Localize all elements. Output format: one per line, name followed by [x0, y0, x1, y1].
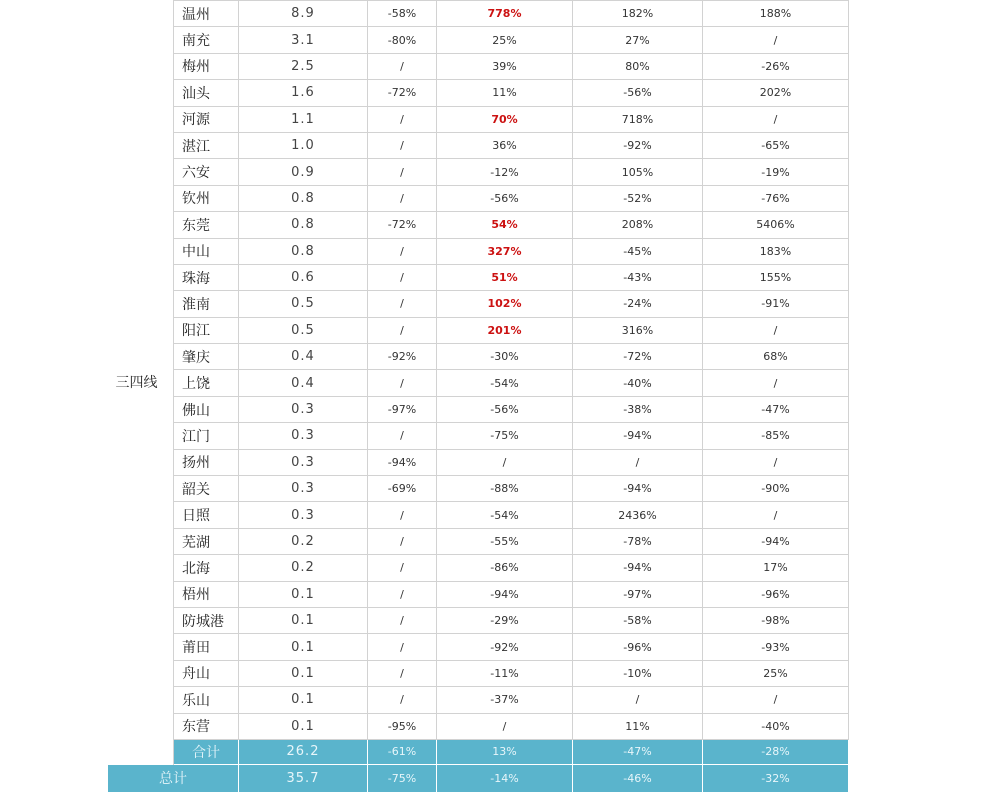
- value-cell: 3.1: [239, 27, 368, 53]
- change-cell-1: -58%: [368, 1, 437, 27]
- table-row: [108, 159, 849, 185]
- value-cell: 0.8: [239, 185, 368, 211]
- group-label: 三四线: [108, 1, 174, 765]
- change-cell-3: 182%: [573, 1, 703, 27]
- change-cell-3: 80%: [573, 53, 703, 79]
- change-cell-2: -30%: [437, 344, 573, 370]
- table-row: [108, 660, 849, 686]
- table-row: [108, 423, 849, 449]
- change-cell-1: /: [368, 185, 437, 211]
- change-cell-1: /: [368, 317, 437, 343]
- value-cell: 0.3: [239, 449, 368, 475]
- change-cell-3: /: [573, 687, 703, 713]
- change-cell-4: 17%: [703, 555, 849, 581]
- change-cell-1: /: [368, 238, 437, 264]
- city-name: 中山: [174, 238, 239, 264]
- value-cell: 0.2: [239, 555, 368, 581]
- city-name: 梅州: [174, 53, 239, 79]
- city-name: 北海: [174, 555, 239, 581]
- change-cell-4: /: [703, 27, 849, 53]
- change-cell-3: 105%: [573, 159, 703, 185]
- value-cell: 0.3: [239, 396, 368, 422]
- table-row: [108, 106, 849, 132]
- change-cell-2: -88%: [437, 476, 573, 502]
- city-name: 南充: [174, 27, 239, 53]
- change-cell-1: -97%: [368, 396, 437, 422]
- city-name: 莆田: [174, 634, 239, 660]
- change-cell-3: -52%: [573, 185, 703, 211]
- change-cell-4: -47%: [703, 396, 849, 422]
- value-cell: 0.1: [239, 634, 368, 660]
- change-cell-1: /: [368, 555, 437, 581]
- change-cell-1: -95%: [368, 713, 437, 739]
- change-cell-1: -69%: [368, 476, 437, 502]
- city-name: 防城港: [174, 607, 239, 633]
- city-name: 舟山: [174, 660, 239, 686]
- value-cell: 0.1: [239, 687, 368, 713]
- change-cell-2: 54%: [437, 212, 573, 238]
- subtotal-value: 26.2: [239, 739, 368, 764]
- change-cell-3: -45%: [573, 238, 703, 264]
- table-row: [108, 132, 849, 158]
- change-cell-1: /: [368, 660, 437, 686]
- change-cell-4: 183%: [703, 238, 849, 264]
- table-row: [108, 449, 849, 475]
- table-body: [108, 1, 849, 793]
- change-cell-3: -43%: [573, 264, 703, 290]
- table-row: [108, 581, 849, 607]
- city-name: 佛山: [174, 396, 239, 422]
- change-cell-3: -38%: [573, 396, 703, 422]
- table-row: [108, 53, 849, 79]
- change-cell-1: /: [368, 502, 437, 528]
- value-cell: 1.1: [239, 106, 368, 132]
- subtotal-label: 合计: [174, 739, 239, 764]
- change-cell-3: -94%: [573, 555, 703, 581]
- change-cell-2: 36%: [437, 132, 573, 158]
- change-cell-3: -92%: [573, 132, 703, 158]
- change-cell-1: -80%: [368, 27, 437, 53]
- change-cell-4: -85%: [703, 423, 849, 449]
- change-cell-1: /: [368, 687, 437, 713]
- subtotal-change-4: -28%: [703, 739, 849, 764]
- change-cell-1: -72%: [368, 212, 437, 238]
- change-cell-3: 208%: [573, 212, 703, 238]
- change-cell-4: -40%: [703, 713, 849, 739]
- change-cell-3: 11%: [573, 713, 703, 739]
- change-cell-4: 25%: [703, 660, 849, 686]
- change-cell-4: /: [703, 449, 849, 475]
- city-name: 珠海: [174, 264, 239, 290]
- change-cell-3: -40%: [573, 370, 703, 396]
- change-cell-4: /: [703, 317, 849, 343]
- city-name: 湛江: [174, 132, 239, 158]
- change-cell-4: 5406%: [703, 212, 849, 238]
- change-cell-1: /: [368, 291, 437, 317]
- change-cell-3: -94%: [573, 423, 703, 449]
- change-cell-4: /: [703, 106, 849, 132]
- city-name: 温州: [174, 1, 239, 27]
- city-name: 钦州: [174, 185, 239, 211]
- table-row: [108, 185, 849, 211]
- change-cell-4: -96%: [703, 581, 849, 607]
- value-cell: 0.8: [239, 238, 368, 264]
- change-cell-3: -94%: [573, 476, 703, 502]
- total-change-2: -14%: [437, 764, 573, 792]
- total-value: 35.7: [239, 764, 368, 792]
- change-cell-4: -26%: [703, 53, 849, 79]
- change-cell-2: -12%: [437, 159, 573, 185]
- value-cell: 0.5: [239, 291, 368, 317]
- change-cell-4: 188%: [703, 1, 849, 27]
- change-cell-4: -19%: [703, 159, 849, 185]
- change-cell-3: 718%: [573, 106, 703, 132]
- change-cell-4: /: [703, 687, 849, 713]
- change-cell-2: 327%: [437, 238, 573, 264]
- change-cell-2: /: [437, 713, 573, 739]
- change-cell-3: -78%: [573, 528, 703, 554]
- change-cell-2: -55%: [437, 528, 573, 554]
- change-cell-2: -92%: [437, 634, 573, 660]
- table-row: [108, 396, 849, 422]
- city-name: 东营: [174, 713, 239, 739]
- change-cell-1: /: [368, 581, 437, 607]
- value-cell: 1.0: [239, 132, 368, 158]
- change-cell-2: 102%: [437, 291, 573, 317]
- change-cell-1: /: [368, 370, 437, 396]
- value-cell: 2.5: [239, 53, 368, 79]
- city-statistics-table: [107, 0, 848, 803]
- subtotal-change-2: 13%: [437, 739, 573, 764]
- total-change-4: -32%: [703, 764, 849, 792]
- change-cell-4: 68%: [703, 344, 849, 370]
- total-change-3: -46%: [573, 764, 703, 792]
- table-row: [108, 607, 849, 633]
- value-cell: 0.1: [239, 607, 368, 633]
- change-cell-4: -93%: [703, 634, 849, 660]
- change-cell-3: -10%: [573, 660, 703, 686]
- table-row: [108, 528, 849, 554]
- change-cell-2: -56%: [437, 396, 573, 422]
- change-cell-3: -72%: [573, 344, 703, 370]
- table-row: [108, 634, 849, 660]
- city-name: 淮南: [174, 291, 239, 317]
- table-row: [108, 238, 849, 264]
- change-cell-3: -96%: [573, 634, 703, 660]
- value-cell: 0.3: [239, 502, 368, 528]
- change-cell-4: -91%: [703, 291, 849, 317]
- value-cell: 0.1: [239, 713, 368, 739]
- value-cell: 0.4: [239, 370, 368, 396]
- subtotal-change-3: -47%: [573, 739, 703, 764]
- change-cell-2: -94%: [437, 581, 573, 607]
- change-cell-4: 155%: [703, 264, 849, 290]
- change-cell-2: -54%: [437, 370, 573, 396]
- table-row: [108, 555, 849, 581]
- change-cell-2: 70%: [437, 106, 573, 132]
- total-change-1: -75%: [368, 764, 437, 792]
- change-cell-4: -98%: [703, 607, 849, 633]
- table-row: [108, 317, 849, 343]
- change-cell-1: /: [368, 53, 437, 79]
- table-row: [108, 80, 849, 106]
- value-cell: 0.3: [239, 423, 368, 449]
- change-cell-1: /: [368, 634, 437, 660]
- change-cell-2: -54%: [437, 502, 573, 528]
- city-name: 乐山: [174, 687, 239, 713]
- table-row: [108, 212, 849, 238]
- change-cell-4: -90%: [703, 476, 849, 502]
- change-cell-2: /: [437, 449, 573, 475]
- change-cell-2: -37%: [437, 687, 573, 713]
- change-cell-2: -56%: [437, 185, 573, 211]
- change-cell-2: -75%: [437, 423, 573, 449]
- change-cell-4: /: [703, 370, 849, 396]
- city-name: 芜湖: [174, 528, 239, 554]
- table-row: [108, 370, 849, 396]
- value-cell: 0.4: [239, 344, 368, 370]
- change-cell-1: /: [368, 159, 437, 185]
- value-cell: 0.1: [239, 660, 368, 686]
- change-cell-3: 27%: [573, 27, 703, 53]
- change-cell-1: /: [368, 423, 437, 449]
- change-cell-3: -56%: [573, 80, 703, 106]
- value-cell: 0.9: [239, 159, 368, 185]
- table-row: [108, 291, 849, 317]
- change-cell-2: 51%: [437, 264, 573, 290]
- change-cell-2: -11%: [437, 660, 573, 686]
- change-cell-2: 201%: [437, 317, 573, 343]
- change-cell-3: -58%: [573, 607, 703, 633]
- change-cell-4: 202%: [703, 80, 849, 106]
- table-row: [108, 713, 849, 739]
- city-name: 肇庆: [174, 344, 239, 370]
- value-cell: 0.6: [239, 264, 368, 290]
- change-cell-2: 11%: [437, 80, 573, 106]
- city-name: 韶关: [174, 476, 239, 502]
- city-name: 江门: [174, 423, 239, 449]
- change-cell-3: -24%: [573, 291, 703, 317]
- change-cell-1: /: [368, 528, 437, 554]
- table-row: [108, 687, 849, 713]
- change-cell-1: /: [368, 607, 437, 633]
- change-cell-3: -97%: [573, 581, 703, 607]
- change-cell-2: 25%: [437, 27, 573, 53]
- table-row: [108, 344, 849, 370]
- change-cell-4: -65%: [703, 132, 849, 158]
- value-cell: 0.3: [239, 476, 368, 502]
- data-table: [107, 0, 849, 793]
- city-name: 六安: [174, 159, 239, 185]
- subtotal-row: [108, 739, 849, 764]
- value-cell: 0.8: [239, 212, 368, 238]
- change-cell-1: -92%: [368, 344, 437, 370]
- change-cell-4: -76%: [703, 185, 849, 211]
- change-cell-2: 39%: [437, 53, 573, 79]
- change-cell-1: -94%: [368, 449, 437, 475]
- table-row: [108, 476, 849, 502]
- city-name: 阳江: [174, 317, 239, 343]
- table-row: [108, 27, 849, 53]
- city-name: 河源: [174, 106, 239, 132]
- city-name: 汕头: [174, 80, 239, 106]
- change-cell-1: /: [368, 264, 437, 290]
- change-cell-2: -29%: [437, 607, 573, 633]
- subtotal-change-1: -61%: [368, 739, 437, 764]
- city-name: 日照: [174, 502, 239, 528]
- change-cell-4: /: [703, 502, 849, 528]
- value-cell: 1.6: [239, 80, 368, 106]
- table-row: [108, 264, 849, 290]
- city-name: 上饶: [174, 370, 239, 396]
- total-row: [108, 764, 849, 792]
- value-cell: 0.5: [239, 317, 368, 343]
- change-cell-4: -94%: [703, 528, 849, 554]
- city-name: 梧州: [174, 581, 239, 607]
- change-cell-2: -86%: [437, 555, 573, 581]
- change-cell-3: 316%: [573, 317, 703, 343]
- change-cell-3: 2436%: [573, 502, 703, 528]
- change-cell-1: /: [368, 132, 437, 158]
- change-cell-3: /: [573, 449, 703, 475]
- table-row: [108, 502, 849, 528]
- value-cell: 0.2: [239, 528, 368, 554]
- value-cell: 8.9: [239, 1, 368, 27]
- change-cell-1: -72%: [368, 80, 437, 106]
- table-row: [108, 1, 849, 27]
- change-cell-2: 778%: [437, 1, 573, 27]
- total-label: 总计: [108, 764, 239, 792]
- city-name: 东莞: [174, 212, 239, 238]
- city-name: 扬州: [174, 449, 239, 475]
- change-cell-1: /: [368, 106, 437, 132]
- value-cell: 0.1: [239, 581, 368, 607]
